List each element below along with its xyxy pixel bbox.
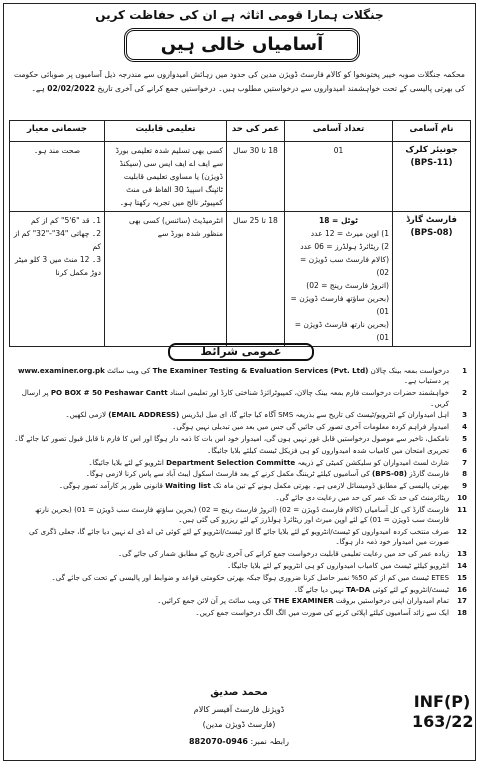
count-line: 1) اوپن میرٹ = 12 عدد [310, 229, 389, 238]
physical-standard: صحت مند ہو۔ [10, 142, 105, 212]
item-number: 8 [462, 469, 467, 479]
item-text: ایک سے زائد آسامیوں کیلئے اپلائی کرنے کی صورت میں الگ الگ درخواست جمع کریں۔ [195, 608, 449, 618]
item-text-part: پر ارسال کریں۔ [21, 388, 449, 408]
item-text: ETES ٹیسٹ میں کم از کم 50% نمبر حاصل کرنا ضروری ہوگا جبکہ بھرتی حکومتی قواعد و ضوابط اور پالیسی کے تحت کی جائے گی۔ [51, 572, 449, 582]
post-scale: (BPS-11) [410, 158, 453, 168]
deadline-date: 02/02/2022 [47, 84, 96, 93]
item-text-part: کی ویب سائٹ پر آن لائن جمع کرائیں۔ [157, 596, 272, 606]
count-line: ٹوٹل = 18 [319, 216, 358, 225]
signatory-department: (فارسٹ ڈویژن مدین) [202, 720, 276, 729]
list-item [14, 458, 467, 468]
item-text-part: نہیں دیا جائے گا۔ [293, 584, 344, 594]
item-text: فارسٹ گارڈ کی کل آسامیاں (کالام فارسٹ ڈویژن = 02) (اتروڑ فارسٹ رینج = 02) (بحرین ساؤتھ فارسٹ سب ڈویژن = 01) (بحرین نارتھ فارسٹ سب ڈویژن = 01) کے لئے اوپن میرٹ اور ریٹائرڈ ہولڈرز کے لئے ریزرو کی گئی ہیں۔ [34, 504, 449, 525]
item-text [14, 481, 449, 491]
list-item [14, 481, 467, 491]
item-number: 7 [462, 457, 467, 467]
qualification: کسی بھی تسلیم شدہ تعلیمی بورڈ سے ایف اے ایف ایس سی (سیکنڈ ڈویژن) یا مساوی تعلیمی قابلیت ٹائپنگ اسپیڈ 30 الفاظ فی منٹ کمپیوٹر نالج میں تجربہ رکھتا ہو۔ [105, 142, 227, 212]
item-text: ریٹائرمنٹ کی حد تک عمر کی حد میں رعایت دی جائے گی۔ [275, 492, 449, 502]
post-name-cell [393, 212, 471, 347]
item-text: امیدوار فراہم کردہ معلومات آخری تصور کی جائیں گی جس میں بعد میں تبدیلی نہیں ہوگی۔ [172, 422, 449, 432]
phone-number: 0946-882070 [188, 737, 248, 746]
item-number: 10 [457, 492, 467, 502]
signatory-title: ڈویژنل فارسٹ آفیسر کالام [193, 705, 285, 714]
list-item [14, 410, 467, 420]
list-item [14, 422, 467, 432]
age-limit: 18 تا 25 سال [227, 212, 285, 347]
item-number: 13 [457, 549, 467, 559]
table-header-row [10, 121, 471, 142]
item-text-part: انٹرویو کے لئے بلایا جائیگا۔ [88, 457, 164, 467]
item-number: 17 [457, 596, 467, 606]
post-scale: (BPS-08) [410, 228, 453, 238]
post-name: فارسٹ گارڈ [406, 215, 457, 225]
item-number: 4 [462, 422, 467, 432]
item-text [14, 585, 449, 595]
post-count-breakdown [285, 212, 393, 347]
item-number: 5 [462, 434, 467, 443]
item-text-part: کی ویب سائٹ [107, 366, 151, 375]
intro-paragraph [14, 68, 465, 96]
item-number: 16 [457, 584, 467, 594]
advertisement-page [3, 3, 476, 761]
item-text [14, 410, 449, 420]
item-text: تحریری امتحان میں کامیاب شدہ امیدواروں کو ہی فزیکل ٹیسٹ کیلئے بلایا جائیگا۔ [207, 445, 449, 455]
list-item [14, 493, 467, 503]
phone-label: رابطہ نمبر: [250, 737, 290, 746]
item-number: 9 [462, 481, 467, 491]
physical-standard [10, 212, 105, 347]
vacancies-banner: آسامیاں خالی ہیں [124, 28, 360, 62]
item-text-part: قانونی طور پر کارآمد تصور ہوگی۔ [58, 481, 163, 491]
item-text-part: تمام امیدواران اپنی درخواستیں بروقت [335, 596, 449, 606]
item-text-part: شارٹ لسٹ امیدواران کو سلیکشن کمیٹی کے ذریعہ [297, 457, 449, 467]
list-item [14, 573, 467, 583]
item-text-part: بھرتی پالیسی کے مطابق ڈومیسائل لازمی ہے۔ بھرتی مکمل ہونے کے تین ماہ تک [213, 481, 449, 491]
item-text [14, 366, 449, 387]
contact-line [144, 737, 334, 746]
item-english: Waiting list [165, 481, 211, 491]
item-number: 15 [457, 572, 467, 582]
count-line: (کالام فارسٹ سب ڈویژن = 02) [299, 255, 389, 277]
post-name-cell [393, 142, 471, 212]
item-text [14, 458, 449, 468]
item-text-part: خواہشمند حضرات درخواست فارم بمعہ بینک چالان، کمپیوٹرائزڈ شناختی کارڈ اور تعلیمی اسناد [169, 388, 449, 398]
post-name: جونیئر کلرک [405, 145, 458, 155]
item-text-part: ٹیسٹ/انٹرویو کے لئے کوئی [372, 584, 449, 594]
inf-code-line2: 163/22 [412, 712, 474, 731]
list-item [14, 549, 467, 559]
item-text: زیادہ عمر کی حد میں رعایت تعلیمی قابلیت درخواست جمع کرانے کی آخری تاریخ کے مطابق شمار کی جائے گی۔ [118, 549, 449, 559]
item-text-part: کی آسامیوں کیلئے ٹریننگ مکمل کرنے کے بعد فارسٹ اسکول ایبٹ آباد سے پاس کرنا لازمی ہوگا۔ [85, 469, 370, 479]
item-number: 3 [462, 410, 467, 420]
item-text [14, 388, 449, 409]
count-line: 2) ریٹائرڈ ہولڈرز = 06 عدد [300, 242, 389, 251]
signatory-name: محمد صدیق [210, 687, 268, 698]
item-text: انٹرویو کیلئے ٹیسٹ میں کامیاب امیدواروں کو ہی انٹرویو کے لئے بلایا جائیگا۔ [227, 560, 449, 570]
item-text-part: فارسٹ گارڈز [409, 469, 449, 479]
item-text-part: لازمی لکھیں۔ [65, 410, 106, 420]
item-english: (BPS-08) [372, 469, 408, 479]
post-count: 01 [285, 142, 393, 212]
list-item [14, 434, 467, 444]
conditions-heading: عمومی شرائط [168, 343, 314, 361]
list-item [14, 505, 467, 526]
item-text-part: درخواست بمعہ بینک چالان [370, 366, 449, 375]
item-number: 6 [462, 445, 467, 455]
vacancies-table [9, 120, 471, 347]
item-text: صرف منتخب کردہ امیدواروں کو ٹیسٹ/انٹرویو کے لئے بلایا جائے گا اور ٹیسٹ/انٹرویو کے لئے کوئی ٹی اے ڈی اے نہیں دیا جائے گا، جعلی ڈگری کی صورت میں امیدوار خود ذمہ دار ہوگا۔ [29, 526, 449, 547]
list-item [14, 469, 467, 479]
item-english: (EMAIL ADDRESS) [108, 410, 180, 420]
col-header-count: تعداد آسامی [285, 121, 393, 142]
item-number: 18 [457, 608, 467, 618]
item-english: TA-DA [346, 584, 371, 594]
inf-code-line1: INF(P) [413, 692, 471, 711]
website-link[interactable]: www.examiner.org.pk [17, 366, 105, 375]
col-header-age: عمر کی حد [227, 121, 285, 142]
item-english: THE EXAMINER [273, 596, 334, 606]
physical-line: 1۔ قد "6'5" کم از کم [31, 216, 101, 225]
list-item [14, 388, 467, 409]
inf-code [412, 692, 472, 732]
item-number: 11 [457, 504, 467, 514]
list-item [14, 527, 467, 548]
list-item [14, 561, 467, 571]
list-item [14, 596, 467, 606]
item-number: 12 [457, 526, 467, 536]
table-row [10, 212, 471, 347]
item-text: نامکمل، تاخیر سے موصول درخواستیں قابل غور نہیں ہوں گی، امیدوار خود اس بات کا ذمہ دار ہوگا اور اس کا فارم نا قابل قبول تصور کیا جائے گا۔ [14, 434, 449, 443]
item-text [14, 596, 449, 606]
item-english: Department Selection Committe [166, 457, 296, 467]
intro-text: محکمہ جنگلات صوبہ خیبر پختونخوا کو کالام فارسٹ ڈویژن مدین کی حدود میں رہائش امیدواروں سے مندرجہ ذیل آسامیوں پر صوبائی حکومت کی بھرتی پالیسی کے تحت خواہشمند امیدواروں سے درخواستیں مطلوب ہیں۔ درخواستیں جمع کرانے کی آخری تاریخ [14, 70, 465, 93]
list-item [14, 585, 467, 595]
item-english: PO BOX # 50 Peshawar Cantt [50, 388, 168, 398]
tagline: جنگلات ہمارا قومی اثاثہ ہے ان کی حفاظت کریں [95, 8, 384, 22]
item-number: 2 [462, 388, 467, 398]
physical-line: 2۔ چھاتی "34"-"32" کم از کم [13, 229, 101, 251]
item-text-part: پر دستیاب ہے۔ [403, 376, 449, 386]
table-row [10, 142, 471, 212]
count-line: (بحرین ساؤتھ فارسٹ ڈویژن = 01) [290, 294, 389, 316]
list-item [14, 446, 467, 456]
conditions-list [14, 366, 467, 620]
age-limit: 18 تا 30 سال [227, 142, 285, 212]
count-line: (اتروڑ فارسٹ رینج = 02) [306, 281, 389, 290]
item-number: 14 [457, 560, 467, 570]
list-item [14, 608, 467, 618]
col-header-physical: جسمانی معیار [10, 121, 105, 142]
list-item [14, 366, 467, 387]
item-text [14, 469, 449, 479]
intro-suffix: ہے۔ [31, 84, 45, 93]
item-text-part: اہل امیدواران کے انٹرویو/ٹیسٹ کی تاریخ سے بذریعہ SMS آگاہ کیا جائے گا، ای میل ایڈریس [181, 410, 449, 420]
item-number: 1 [462, 366, 467, 375]
item-english: The Examiner Testing & Evaluation Services (Pvt. Ltd) [152, 366, 369, 375]
col-header-qualification: تعلیمی قابلیت [105, 121, 227, 142]
qualification: انٹرمیڈیٹ (سائنس) کسی بھی منظور شدہ بورڈ سے [105, 212, 227, 347]
count-line: (بحرین نارتھ فارسٹ ڈویژن = 01) [294, 320, 389, 342]
physical-line: 3۔ 12 منٹ میں 3 کلو میٹر دوڑ مکمل کرنا [14, 255, 101, 277]
col-header-post: نام آسامی [393, 121, 471, 142]
